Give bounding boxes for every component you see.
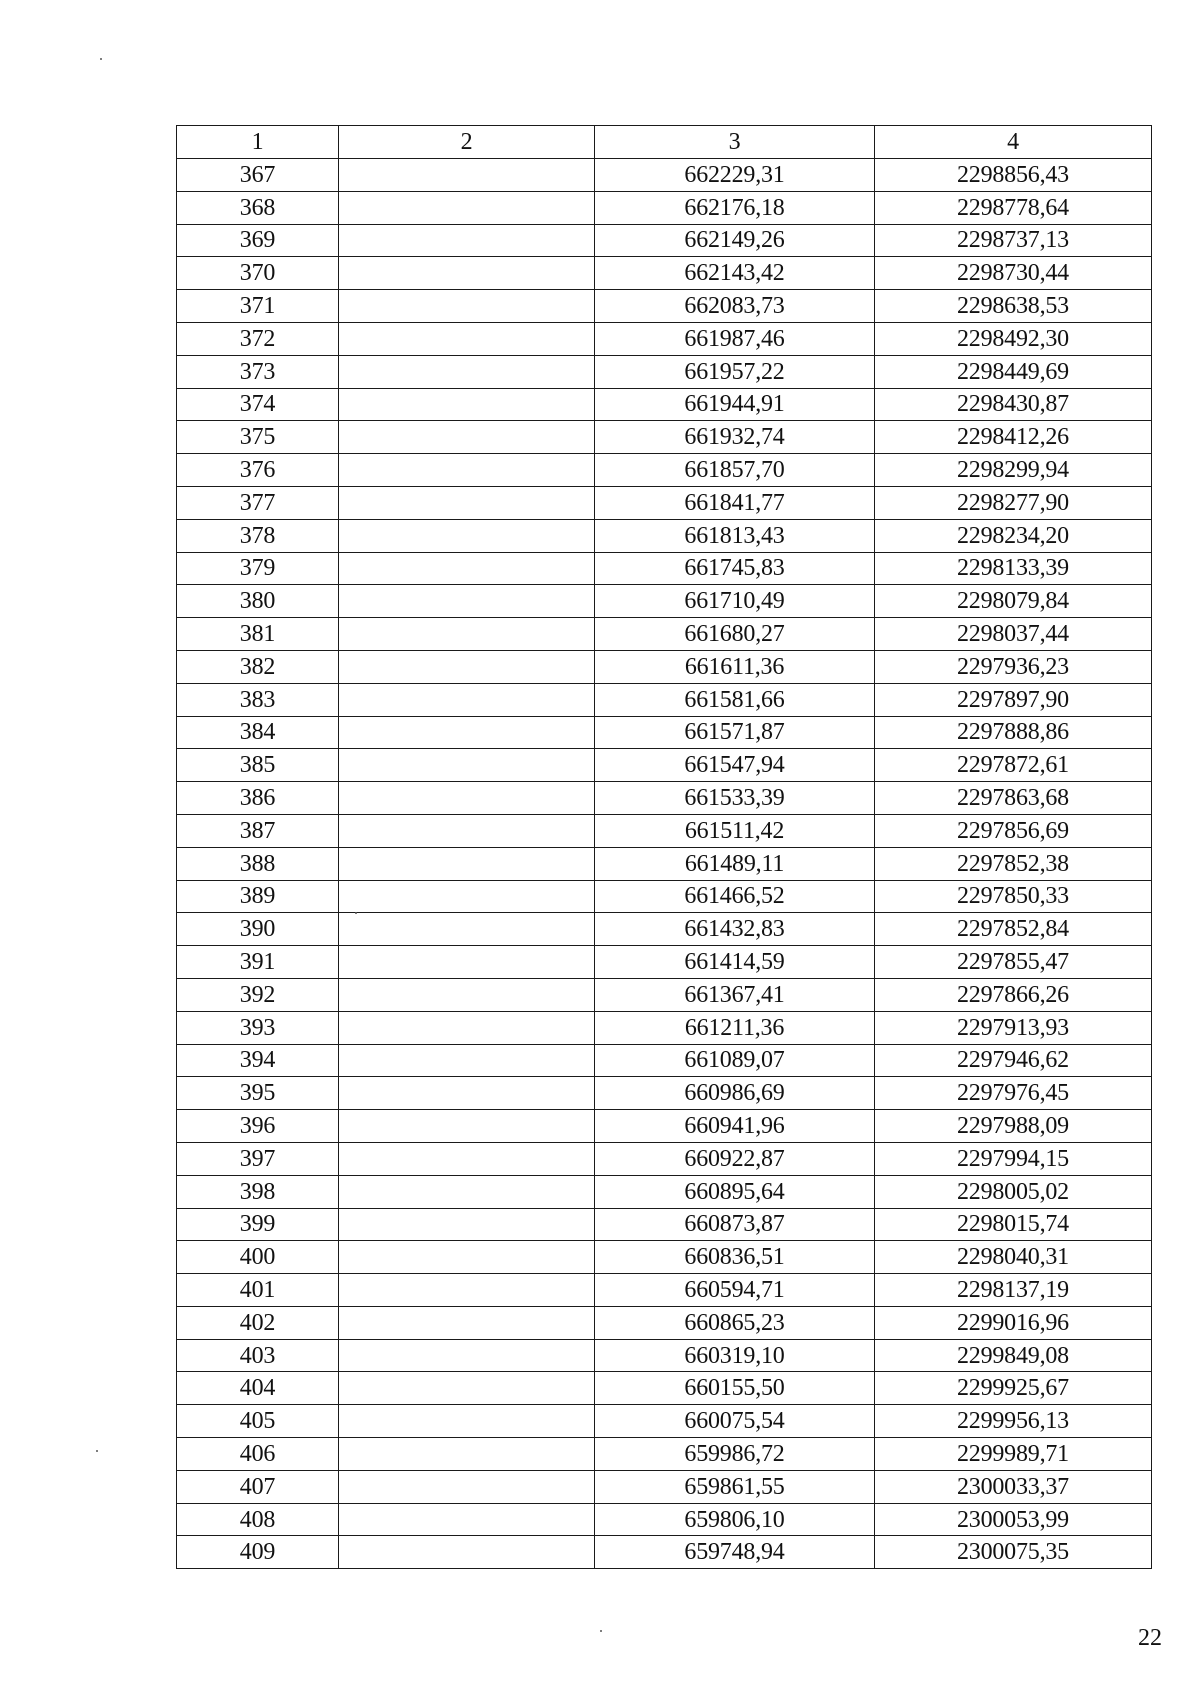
table-row <box>177 1044 1152 1077</box>
cell-point-number: 374 <box>177 388 339 421</box>
cell-coordinate-x: 661511,42 <box>595 814 875 847</box>
cell-point-number: 382 <box>177 650 339 683</box>
table-row <box>177 355 1152 388</box>
cell-notes <box>339 257 595 290</box>
table-row <box>177 290 1152 323</box>
table-row <box>177 486 1152 519</box>
table-row <box>177 1405 1152 1438</box>
table-row <box>177 388 1152 421</box>
cell-coordinate-x: 659986,72 <box>595 1438 875 1471</box>
cell-coordinate-y: 2298299,94 <box>875 454 1152 487</box>
cell-coordinate-y: 2297855,47 <box>875 946 1152 979</box>
header-cell-col2: 2 <box>339 126 595 159</box>
cell-notes <box>339 618 595 651</box>
cell-coordinate-x: 661466,52 <box>595 880 875 913</box>
cell-notes <box>339 1241 595 1274</box>
cell-coordinate-x: 661211,36 <box>595 1011 875 1044</box>
table-row <box>177 1438 1152 1471</box>
cell-coordinate-y: 2298037,44 <box>875 618 1152 651</box>
cell-coordinate-x: 660895,64 <box>595 1175 875 1208</box>
cell-coordinate-y: 2300053,99 <box>875 1503 1152 1536</box>
table-row <box>177 421 1152 454</box>
cell-point-number: 378 <box>177 519 339 552</box>
cell-notes <box>339 1536 595 1569</box>
coordinates-table <box>176 125 1152 1569</box>
cell-point-number: 383 <box>177 683 339 716</box>
cell-coordinate-x: 662176,18 <box>595 191 875 224</box>
cell-coordinate-x: 661089,07 <box>595 1044 875 1077</box>
cell-coordinate-x: 659806,10 <box>595 1503 875 1536</box>
table-row <box>177 519 1152 552</box>
cell-coordinate-x: 661581,66 <box>595 683 875 716</box>
cell-coordinate-x: 661857,70 <box>595 454 875 487</box>
cell-notes <box>339 519 595 552</box>
cell-coordinate-y: 2297852,38 <box>875 847 1152 880</box>
cell-notes <box>339 322 595 355</box>
header-cell-col1: 1 <box>177 126 339 159</box>
cell-coordinate-x: 662149,26 <box>595 224 875 257</box>
cell-notes <box>339 1011 595 1044</box>
scan-speck <box>96 1450 98 1452</box>
table-row <box>177 1142 1152 1175</box>
cell-coordinate-y: 2298412,26 <box>875 421 1152 454</box>
cell-point-number: 371 <box>177 290 339 323</box>
cell-notes <box>339 880 595 913</box>
cell-coordinate-y: 2297994,15 <box>875 1142 1152 1175</box>
cell-coordinate-x: 661987,46 <box>595 322 875 355</box>
header-cell-col4: 4 <box>875 126 1152 159</box>
cell-coordinate-y: 2298492,30 <box>875 322 1152 355</box>
cell-notes <box>339 749 595 782</box>
cell-coordinate-x: 660319,10 <box>595 1339 875 1372</box>
cell-point-number: 386 <box>177 782 339 815</box>
table-row <box>177 650 1152 683</box>
cell-coordinate-x: 661547,94 <box>595 749 875 782</box>
table-row <box>177 552 1152 585</box>
cell-notes <box>339 1208 595 1241</box>
cell-coordinate-y: 2298737,13 <box>875 224 1152 257</box>
cell-notes <box>339 1044 595 1077</box>
table-row <box>177 257 1152 290</box>
cell-coordinate-x: 662143,42 <box>595 257 875 290</box>
cell-coordinate-y: 2298730,44 <box>875 257 1152 290</box>
cell-coordinate-y: 2297897,90 <box>875 683 1152 716</box>
cell-point-number: 406 <box>177 1438 339 1471</box>
cell-point-number: 379 <box>177 552 339 585</box>
cell-coordinate-x: 659748,94 <box>595 1536 875 1569</box>
cell-coordinate-y: 2299016,96 <box>875 1306 1152 1339</box>
cell-point-number: 392 <box>177 978 339 1011</box>
table-row <box>177 1110 1152 1143</box>
cell-notes <box>339 716 595 749</box>
scan-speck <box>100 58 102 60</box>
cell-point-number: 385 <box>177 749 339 782</box>
cell-coordinate-x: 660873,87 <box>595 1208 875 1241</box>
cell-coordinate-y: 2299925,67 <box>875 1372 1152 1405</box>
cell-coordinate-y: 2297946,62 <box>875 1044 1152 1077</box>
cell-point-number: 397 <box>177 1142 339 1175</box>
cell-point-number: 368 <box>177 191 339 224</box>
cell-coordinate-y: 2297913,93 <box>875 1011 1152 1044</box>
cell-coordinate-y: 2298005,02 <box>875 1175 1152 1208</box>
cell-notes <box>339 1306 595 1339</box>
cell-point-number: 409 <box>177 1536 339 1569</box>
cell-notes <box>339 1372 595 1405</box>
cell-notes <box>339 1077 595 1110</box>
cell-coordinate-x: 661745,83 <box>595 552 875 585</box>
cell-coordinate-y: 2297976,45 <box>875 1077 1152 1110</box>
cell-point-number: 380 <box>177 585 339 618</box>
table-row <box>177 1274 1152 1307</box>
header-cell-col3: 3 <box>595 126 875 159</box>
cell-coordinate-x: 661489,11 <box>595 847 875 880</box>
cell-notes <box>339 486 595 519</box>
cell-coordinate-y: 2298430,87 <box>875 388 1152 421</box>
cell-notes <box>339 355 595 388</box>
cell-coordinate-y: 2299956,13 <box>875 1405 1152 1438</box>
cell-point-number: 398 <box>177 1175 339 1208</box>
cell-coordinate-y: 2298137,19 <box>875 1274 1152 1307</box>
cell-point-number: 376 <box>177 454 339 487</box>
cell-coordinate-y: 2299849,08 <box>875 1339 1152 1372</box>
cell-point-number: 369 <box>177 224 339 257</box>
cell-notes <box>339 1470 595 1503</box>
cell-coordinate-y: 2297856,69 <box>875 814 1152 847</box>
cell-coordinate-x: 661414,59 <box>595 946 875 979</box>
table-row <box>177 618 1152 651</box>
table-row <box>177 749 1152 782</box>
coordinates-table-body <box>177 126 1152 1569</box>
cell-coordinate-x: 660075,54 <box>595 1405 875 1438</box>
cell-coordinate-y: 2297888,86 <box>875 716 1152 749</box>
cell-coordinate-x: 661432,83 <box>595 913 875 946</box>
table-header-row <box>177 126 1152 159</box>
cell-coordinate-x: 661932,74 <box>595 421 875 454</box>
cell-coordinate-y: 2298638,53 <box>875 290 1152 323</box>
table-row <box>177 1077 1152 1110</box>
table-row <box>177 814 1152 847</box>
cell-coordinate-y: 2297872,61 <box>875 749 1152 782</box>
cell-point-number: 367 <box>177 159 339 192</box>
table-row <box>177 1470 1152 1503</box>
cell-point-number: 387 <box>177 814 339 847</box>
cell-point-number: 381 <box>177 618 339 651</box>
cell-coordinate-x: 661944,91 <box>595 388 875 421</box>
cell-coordinate-y: 2297988,09 <box>875 1110 1152 1143</box>
table-row <box>177 191 1152 224</box>
cell-point-number: 399 <box>177 1208 339 1241</box>
cell-point-number: 372 <box>177 322 339 355</box>
cell-notes <box>339 650 595 683</box>
table-row <box>177 782 1152 815</box>
cell-coordinate-x: 661571,87 <box>595 716 875 749</box>
cell-point-number: 402 <box>177 1306 339 1339</box>
cell-point-number: 400 <box>177 1241 339 1274</box>
cell-coordinate-y: 2298449,69 <box>875 355 1152 388</box>
cell-notes <box>339 1503 595 1536</box>
cell-notes <box>339 1274 595 1307</box>
table-row <box>177 880 1152 913</box>
cell-notes <box>339 946 595 979</box>
cell-notes <box>339 454 595 487</box>
cell-notes <box>339 159 595 192</box>
table-row <box>177 1372 1152 1405</box>
cell-point-number: 388 <box>177 847 339 880</box>
cell-point-number: 384 <box>177 716 339 749</box>
cell-point-number: 373 <box>177 355 339 388</box>
table-row <box>177 978 1152 1011</box>
cell-notes <box>339 1175 595 1208</box>
cell-coordinate-y: 2297850,33 <box>875 880 1152 913</box>
cell-notes <box>339 224 595 257</box>
table-row <box>177 1208 1152 1241</box>
cell-coordinate-x: 660594,71 <box>595 1274 875 1307</box>
cell-coordinate-y: 2297852,84 <box>875 913 1152 946</box>
cell-point-number: 396 <box>177 1110 339 1143</box>
cell-coordinate-x: 661841,77 <box>595 486 875 519</box>
cell-point-number: 394 <box>177 1044 339 1077</box>
scan-speck <box>355 912 357 914</box>
cell-coordinate-x: 661957,22 <box>595 355 875 388</box>
cell-coordinate-y: 2300033,37 <box>875 1470 1152 1503</box>
cell-coordinate-y: 2298133,39 <box>875 552 1152 585</box>
cell-notes <box>339 290 595 323</box>
table-row <box>177 1306 1152 1339</box>
cell-coordinate-y: 2298856,43 <box>875 159 1152 192</box>
cell-coordinate-x: 660836,51 <box>595 1241 875 1274</box>
cell-coordinate-y: 2297936,23 <box>875 650 1152 683</box>
cell-coordinate-x: 661813,43 <box>595 519 875 552</box>
table-row <box>177 1503 1152 1536</box>
cell-coordinate-x: 661533,39 <box>595 782 875 815</box>
table-row <box>177 1011 1152 1044</box>
cell-notes <box>339 1438 595 1471</box>
cell-point-number: 390 <box>177 913 339 946</box>
cell-coordinate-y: 2298040,31 <box>875 1241 1152 1274</box>
cell-coordinate-x: 660922,87 <box>595 1142 875 1175</box>
cell-coordinate-x: 660155,50 <box>595 1372 875 1405</box>
cell-coordinate-x: 661680,27 <box>595 618 875 651</box>
cell-point-number: 391 <box>177 946 339 979</box>
cell-notes <box>339 978 595 1011</box>
cell-coordinate-y: 2300075,35 <box>875 1536 1152 1569</box>
cell-coordinate-x: 660865,23 <box>595 1306 875 1339</box>
table-row <box>177 847 1152 880</box>
cell-coordinate-x: 661710,49 <box>595 585 875 618</box>
cell-coordinate-y: 2299989,71 <box>875 1438 1152 1471</box>
cell-notes <box>339 191 595 224</box>
cell-notes <box>339 782 595 815</box>
cell-coordinate-y: 2298778,64 <box>875 191 1152 224</box>
table-row <box>177 946 1152 979</box>
cell-notes <box>339 913 595 946</box>
cell-notes <box>339 683 595 716</box>
table-row <box>177 585 1152 618</box>
cell-notes <box>339 1110 595 1143</box>
cell-coordinate-y: 2298234,20 <box>875 519 1152 552</box>
table-row <box>177 1175 1152 1208</box>
cell-notes <box>339 552 595 585</box>
cell-notes <box>339 1405 595 1438</box>
table-row <box>177 224 1152 257</box>
cell-point-number: 389 <box>177 880 339 913</box>
table-row <box>177 159 1152 192</box>
cell-point-number: 408 <box>177 1503 339 1536</box>
scan-speck <box>600 1630 602 1632</box>
cell-notes <box>339 847 595 880</box>
cell-coordinate-y: 2298079,84 <box>875 585 1152 618</box>
cell-point-number: 407 <box>177 1470 339 1503</box>
cell-coordinate-x: 659861,55 <box>595 1470 875 1503</box>
cell-point-number: 404 <box>177 1372 339 1405</box>
cell-point-number: 401 <box>177 1274 339 1307</box>
cell-point-number: 395 <box>177 1077 339 1110</box>
cell-notes <box>339 421 595 454</box>
cell-coordinate-y: 2297863,68 <box>875 782 1152 815</box>
cell-point-number: 370 <box>177 257 339 290</box>
table-row <box>177 683 1152 716</box>
cell-notes <box>339 814 595 847</box>
table-row <box>177 1536 1152 1569</box>
cell-point-number: 403 <box>177 1339 339 1372</box>
cell-notes <box>339 1142 595 1175</box>
table-row <box>177 1339 1152 1372</box>
table-row <box>177 1241 1152 1274</box>
cell-coordinate-x: 661367,41 <box>595 978 875 1011</box>
cell-coordinate-x: 661611,36 <box>595 650 875 683</box>
cell-point-number: 393 <box>177 1011 339 1044</box>
page-number: 22 <box>1138 1625 1162 1651</box>
cell-notes <box>339 388 595 421</box>
cell-coordinate-y: 2298277,90 <box>875 486 1152 519</box>
cell-notes <box>339 585 595 618</box>
cell-notes <box>339 1339 595 1372</box>
table-row <box>177 322 1152 355</box>
table-row <box>177 913 1152 946</box>
cell-coordinate-x: 662083,73 <box>595 290 875 323</box>
cell-coordinate-y: 2298015,74 <box>875 1208 1152 1241</box>
cell-point-number: 405 <box>177 1405 339 1438</box>
cell-coordinate-x: 662229,31 <box>595 159 875 192</box>
table-row <box>177 716 1152 749</box>
cell-point-number: 377 <box>177 486 339 519</box>
cell-coordinate-x: 660986,69 <box>595 1077 875 1110</box>
cell-coordinate-y: 2297866,26 <box>875 978 1152 1011</box>
table-row <box>177 454 1152 487</box>
cell-coordinate-x: 660941,96 <box>595 1110 875 1143</box>
cell-point-number: 375 <box>177 421 339 454</box>
